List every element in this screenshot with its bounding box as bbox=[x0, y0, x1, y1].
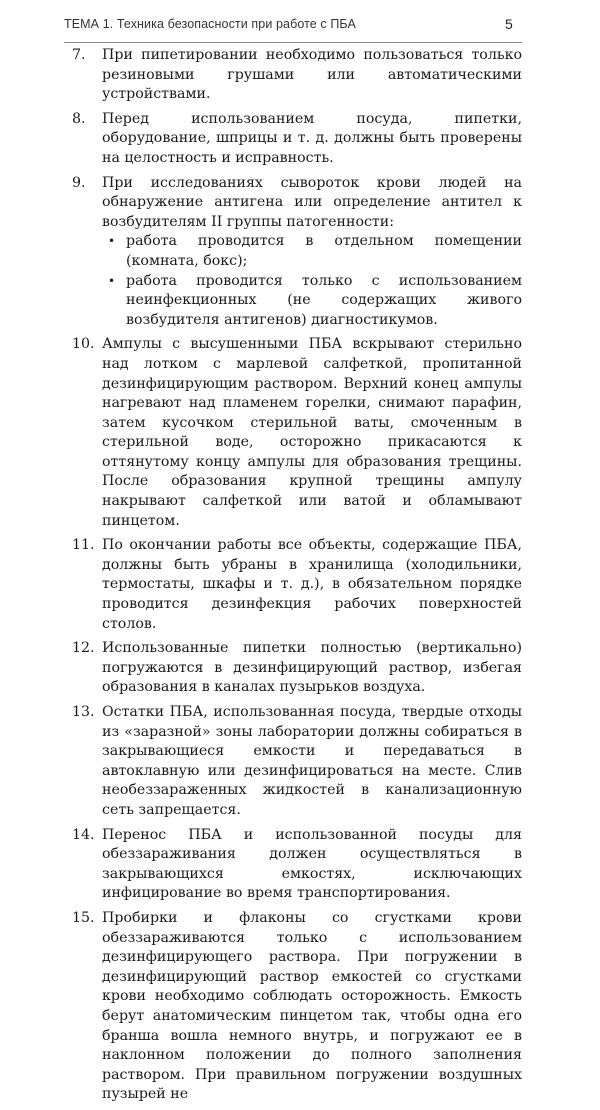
list-item-text: Пробирки и флаконы со сгустками крови обеззараживаются только с использованием дезинфицирующего раствора. При погружении в дезинфицирующий раствор емкостей со сгустками крови необходимо соблюдать осторожность. Емкость берут анатомическим пинцетом так, чтобы одна его бранша вошла немного внутрь, и погружают ее в наклонном положении до полного заполнения раствором. При правильном погружении воздушных пузырей не bbox=[102, 909, 522, 1103]
list-item-number: 15. bbox=[72, 909, 95, 926]
bullet-icon: • bbox=[108, 273, 116, 288]
list-item-text: Использованные пипетки полностью (вертикально) погружаются в дезинфицирующий раствор, избегая образования в каналах пузырьков воздуха. bbox=[102, 640, 522, 696]
list-item-text: Ампулы с высушенными ПБА вскрывают стерильно над лотком с марлевой салфеткой, пропитанной дезинфицирующим раствором. Верхний конец ампулы нагревают над пламенем горелки, снимают парафин, затем кусочком стерильной ваты, смоченным в стерильной воде, осторожно прикасаются к оттянутому концу ампулы для образования трещины. После образования крупной трещины ампулу накрывают салфеткой или ватой и обламывают пинцетом. bbox=[102, 336, 522, 529]
list-item bbox=[72, 110, 522, 169]
list-item-text: Остатки ПБА, использованная посуда, твердые отходы из «заразной» зоны лаборатории должны собираться в закрывающиеся емкости и передаваться в автоклавную или дезинфицироваться на месте. Слив необеззараженных жидкостей в канализационную сеть запрещается. bbox=[102, 704, 522, 818]
list-item-number: 13. bbox=[72, 704, 95, 720]
list-item-number: 8. bbox=[72, 110, 86, 127]
list-item bbox=[72, 703, 522, 821]
list-item bbox=[72, 536, 522, 634]
list-item-text: При исследованиях сывороток крови людей на обнаружение антигена или определение антител к возбудителям II группы патогенности: bbox=[102, 174, 522, 230]
bullet-text: работа проводится в отдельном помещении (комната, бокс); bbox=[126, 233, 522, 269]
list-item-text: По окончании работы все объекты, содержащие ПБА, должны быть убраны в хранилища (холодильники, термостаты, шкафы и т. д.), в обязательном порядке проводится дезинфекция рабочих поверхностей столов. bbox=[102, 537, 522, 632]
bullet-text: работа проводится только с использованием неинфекционных (не содержащих живого возбудителя антигенов) диагностикумов. bbox=[126, 272, 522, 328]
bullet-item bbox=[102, 272, 522, 331]
list-item bbox=[72, 909, 522, 1105]
document-body bbox=[72, 46, 522, 1110]
list-item-text: Перенос ПБА и использованной посуды для обеззараживания должен осуществляться в закрывающихся емкостях, исключающих инфицирование во время транспортирования. bbox=[102, 826, 522, 902]
page-number: 5 bbox=[505, 16, 513, 32]
list-item-number: 14. bbox=[72, 826, 95, 843]
bullet-item bbox=[102, 232, 522, 271]
list-item-number: 12. bbox=[72, 640, 95, 657]
list-item-number: 9. bbox=[72, 174, 86, 191]
list-item bbox=[72, 174, 522, 331]
running-header bbox=[64, 14, 522, 43]
list-item bbox=[72, 826, 522, 904]
list-item bbox=[72, 46, 522, 105]
list-item bbox=[72, 335, 522, 531]
list-item-number: 7. bbox=[72, 47, 86, 63]
list-item-number: 11. bbox=[72, 537, 95, 554]
list-item-text: Перед использованием посуда, пипетки, оборудование, шприцы и т. д. должны быть проверены на целостность и исправность. bbox=[102, 110, 522, 166]
list-item-number: 10. bbox=[72, 336, 95, 353]
list-item bbox=[72, 639, 522, 698]
bullet-list bbox=[102, 232, 522, 330]
bullet-icon: • bbox=[108, 234, 116, 249]
list-item-text: При пипетировании необходимо пользоваться только резиновыми грушами или автоматическими устройствами. bbox=[102, 47, 522, 103]
header-title: ТЕМА 1. Техника безопасности при работе с ПБА bbox=[64, 17, 356, 31]
